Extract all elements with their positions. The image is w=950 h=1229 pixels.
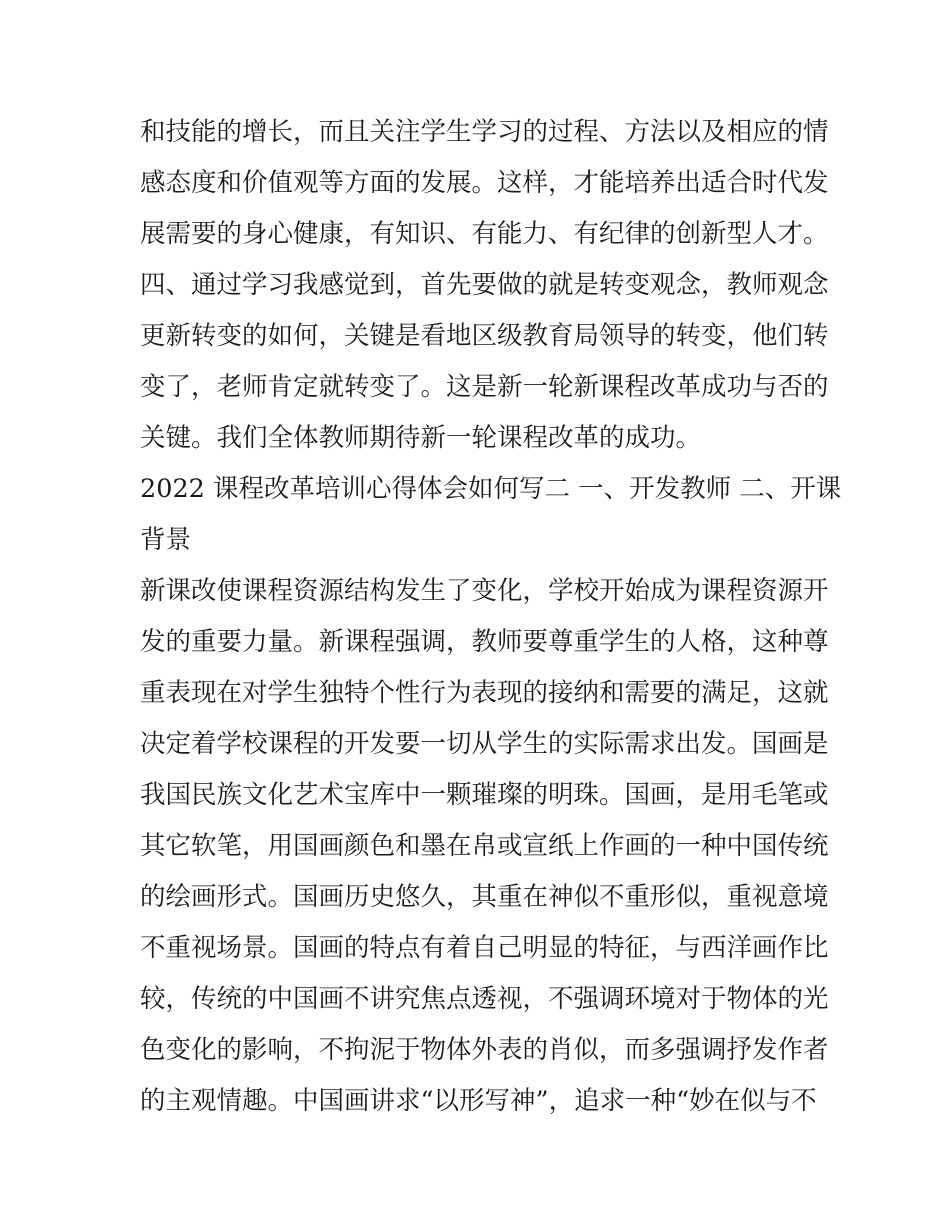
text-line: 决定着学校课程的开发要一切从学生的实际需求出发。国画是	[140, 729, 829, 759]
text-line: 四、通过学习我感觉到，首先要做的就是转变观念，教师观念	[140, 270, 829, 300]
text-line: 新课改使课程资源结构发生了变化，学校开始成为课程资源开	[140, 576, 829, 606]
text-line: 关键。我们全体教师期待新一轮课程改革的成功。	[140, 423, 702, 453]
text-line: 其它软笔，用国画颜色和墨在帛或宣纸上作画的一种中国传统	[140, 831, 829, 861]
text-line: 的主观情趣。中国画讲求“以形写神”，追求一种“妙在似与不	[140, 1086, 817, 1116]
text-line: 变了，老师肯定就转变了。这是新一轮新课程改革成功与否的	[140, 372, 829, 402]
section-heading-line: 背景	[140, 525, 192, 555]
text-line: 展需要的身心健康，有知识、有能力、有纪律的创新型人才。	[140, 219, 829, 249]
text-line: 色变化的影响，不拘泥于物体外表的肖似，而多强调抒发作者	[140, 1035, 829, 1065]
text-line: 不重视场景。国画的特点有着自己明显的特征，与西洋画作比	[140, 933, 829, 963]
document-body	[140, 107, 842, 1127]
text-line: 的绘画形式。国画历史悠久，其重在神似不重形似，重视意境	[140, 882, 829, 912]
text-line: 发的重要力量。新课程强调，教师要尊重学生的人格，这种尊	[140, 627, 829, 657]
text-line: 感态度和价值观等方面的发展。这样，才能培养出适合时代发	[140, 168, 829, 198]
text-line: 更新转变的如何，关键是看地区级教育局领导的转变，他们转	[140, 321, 829, 351]
text-line: 较，传统的中国画不讲究焦点透视，不强调环境对于物体的光	[140, 984, 829, 1014]
text-line: 和技能的增长，而且关注学生学习的过程、方法以及相应的情	[140, 117, 829, 147]
text-line: 重表现在对学生独特个性行为表现的接纳和需要的满足，这就	[140, 678, 829, 708]
section-heading-line: 2022 课程改革培训心得体会如何写二 一、开发教师 二、开课	[140, 474, 842, 504]
text-line: 我国民族文化艺术宝库中一颗璀璨的明珠。国画，是用毛笔或	[140, 780, 829, 810]
